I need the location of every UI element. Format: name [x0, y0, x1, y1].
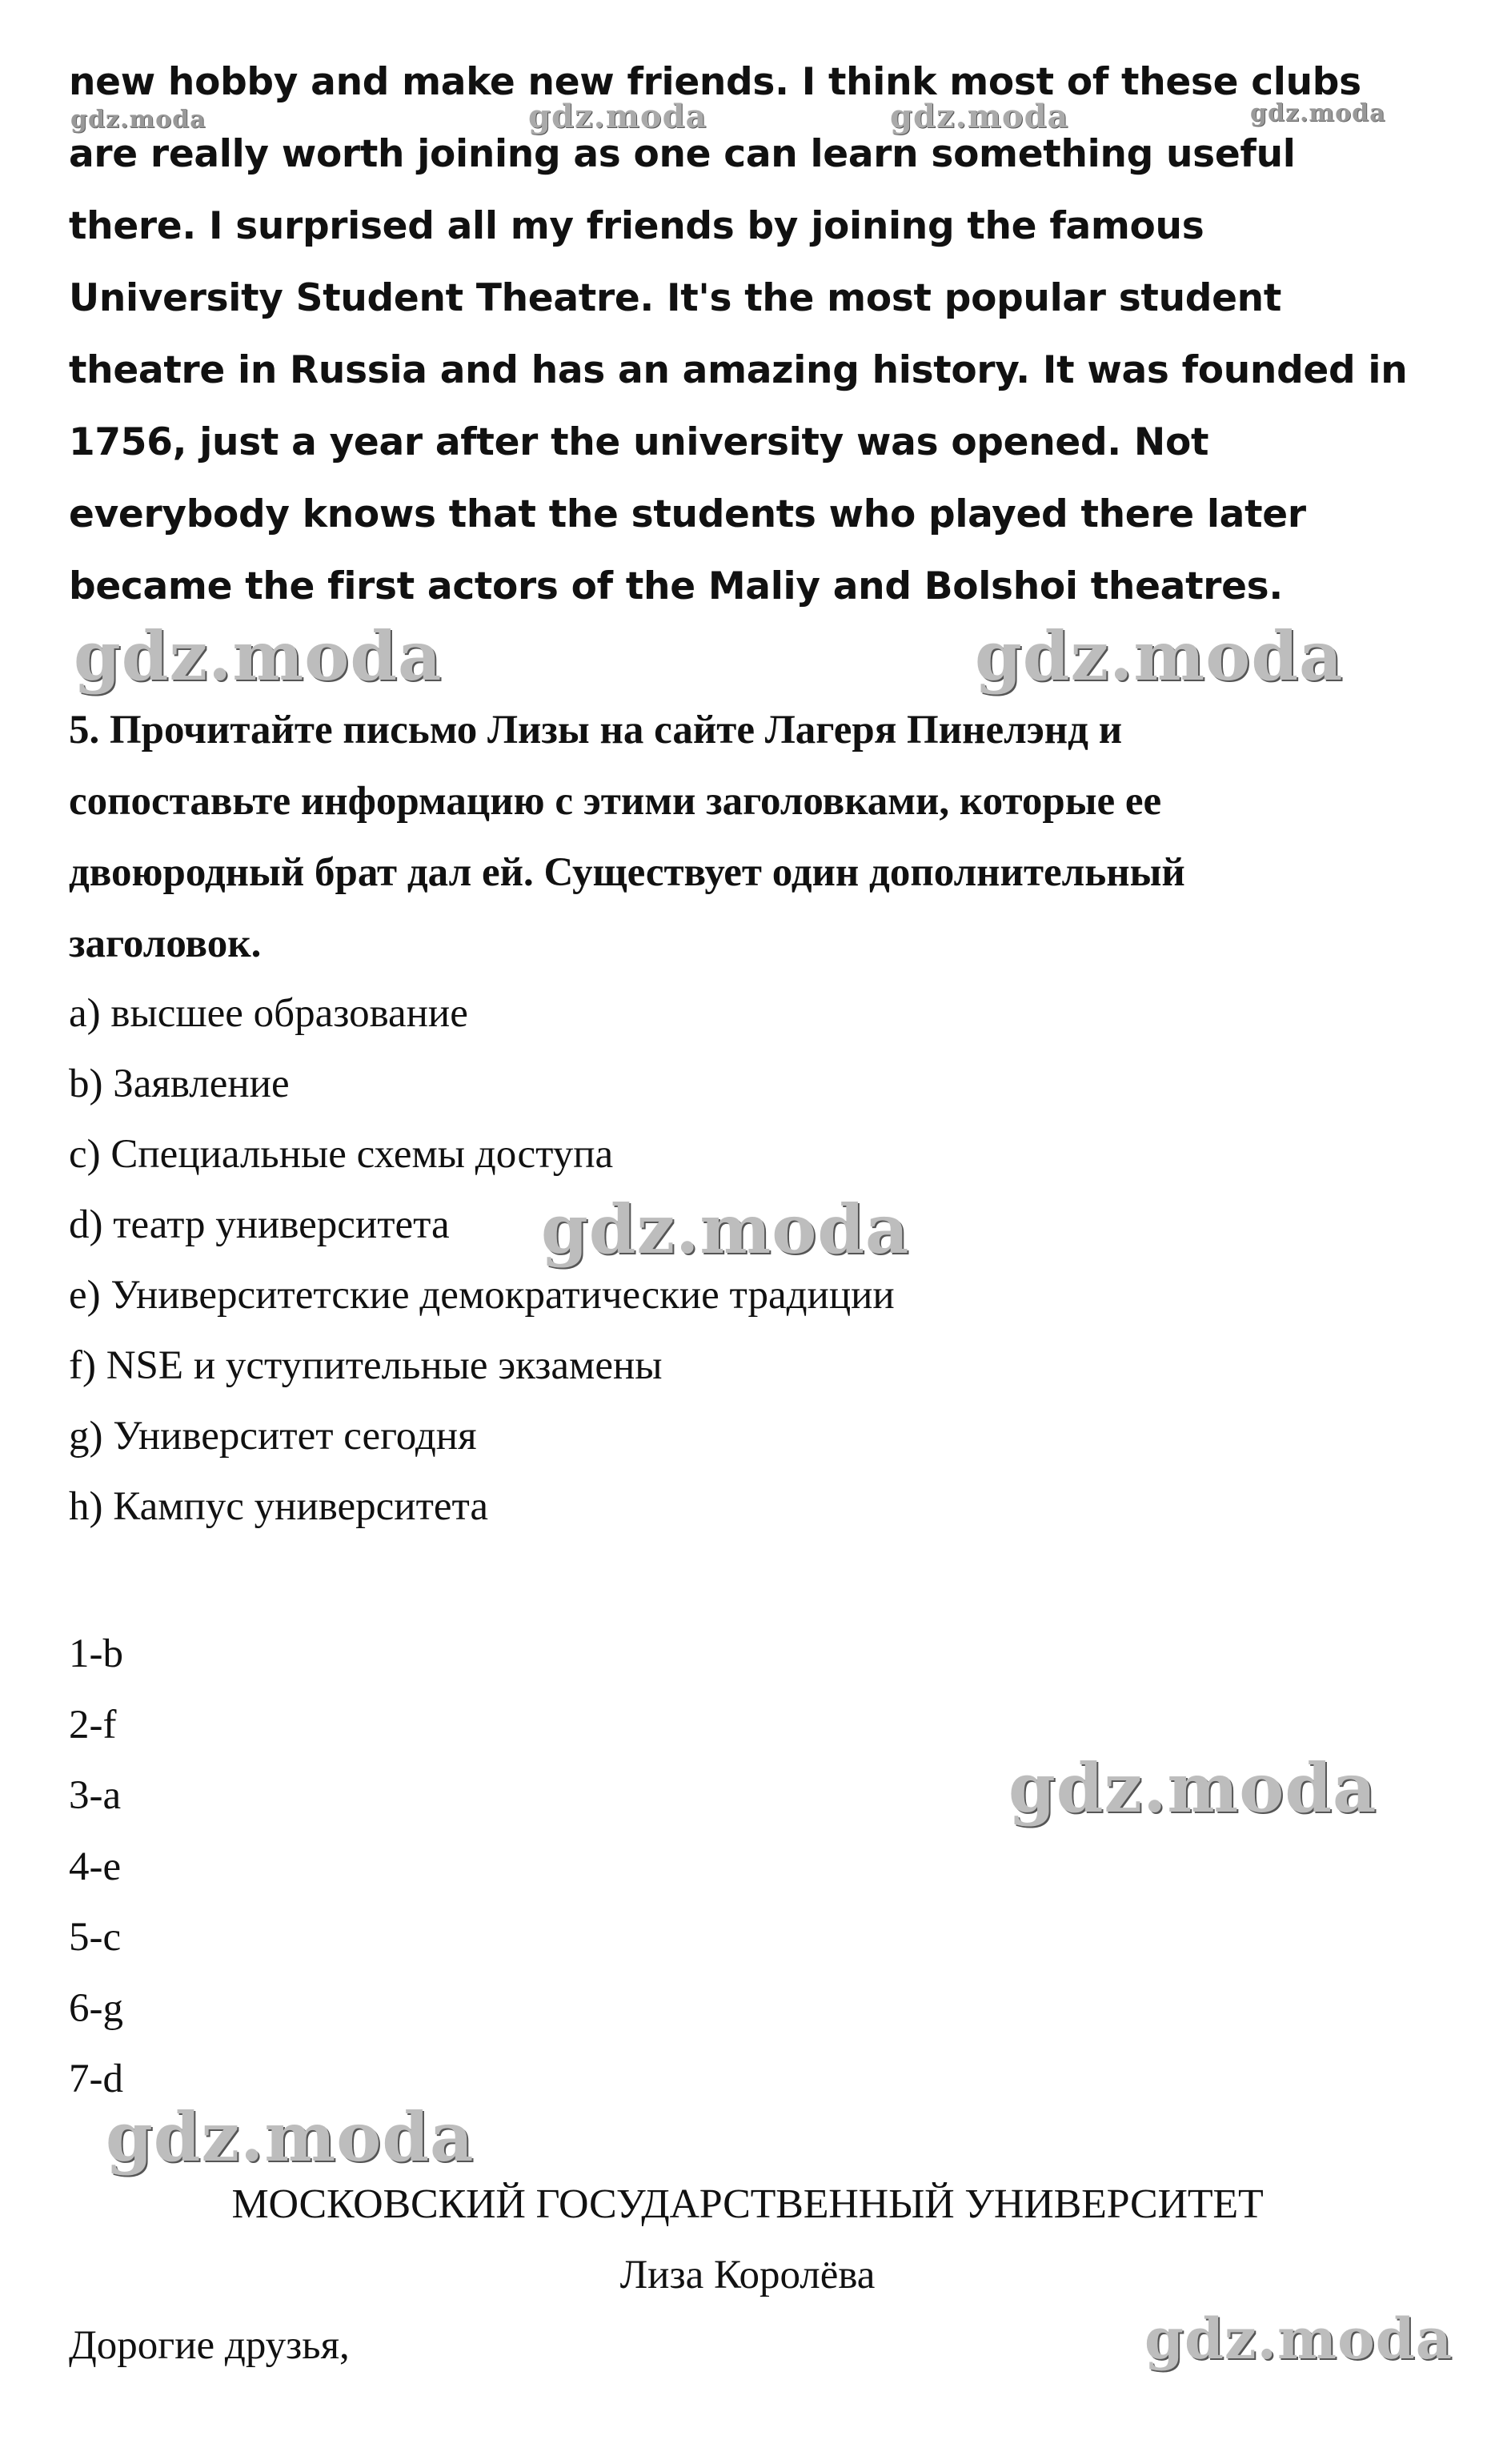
heading-item: b) Заявление	[69, 1061, 290, 1106]
watermark-logo: gdz.moda	[74, 616, 443, 696]
heading-item: g) Университет сегодня	[69, 1414, 477, 1459]
heading-item: a) высшее образование	[69, 991, 468, 1036]
watermark-logo: gdz.moda	[1144, 2305, 1453, 2372]
heading-item: e) Университетские демократические традиции	[69, 1273, 895, 1318]
watermark-logo: gdz.moda	[541, 1190, 910, 1269]
watermark-logo: gdz.moda	[1250, 99, 1386, 127]
heading-item: f) NSE и уступительные экзамены	[69, 1343, 663, 1388]
watermark-logo: gdz.moda	[106, 2097, 475, 2177]
english-text-block	[69, 46, 1477, 623]
text-line: University Student Theatre. It's the most popular student	[69, 276, 1281, 320]
answer-item: 2-f	[69, 1702, 117, 1748]
answer-item: 5-c	[69, 1915, 122, 1960]
task-line: двоюродный брат дал ей. Существует один дополнительный	[69, 850, 1185, 895]
heading-item: c) Специальные схемы доступа	[69, 1132, 614, 1177]
answer-item: 3-a	[69, 1773, 122, 1818]
heading-item: h) Кампус университета	[69, 1484, 489, 1529]
text-line: there. I surprised all my friends by joining the famous	[69, 204, 1204, 248]
watermark-logo: gdz.moda	[975, 616, 1344, 696]
answer-item: 4-e	[69, 1844, 122, 1889]
task-line: 5. Прочитайте письмо Лизы на сайте Лагеря Пинелэнд и	[69, 708, 1123, 752]
text-line: new hobby and make new friends. I think most of these clubs	[69, 60, 1361, 104]
text-line: became the first actors of the Maliy and Bolshoi theatres.	[69, 564, 1283, 608]
heading-item: d) театр университета	[69, 1202, 450, 1247]
answers-list	[69, 1619, 123, 2115]
watermark-logo: gdz.moda	[890, 98, 1069, 135]
letter-greeting: Дорогие друзья,	[69, 2323, 350, 2368]
watermark-logo: gdz.moda	[70, 106, 206, 134]
answer-item: 6-g	[69, 1985, 123, 2031]
task-line: сопоставьте информацию с этими заголовками, которые ее	[69, 779, 1162, 824]
answer-item: 7-d	[69, 2057, 123, 2101]
text-line: theatre in Russia and has an amazing history. It was founded in	[69, 348, 1408, 392]
task-instruction	[69, 695, 1477, 980]
text-line: are really worth joining as one can learn something useful	[69, 132, 1296, 176]
letter-author: Лиза Королёва	[619, 2253, 876, 2297]
answer-item: 1-b	[69, 1631, 123, 1676]
task-line: заголовок.	[69, 921, 262, 966]
headings-list	[69, 978, 895, 1542]
watermark-logo: gdz.moda	[528, 98, 707, 135]
text-line: everybody knows that the students who played there later	[69, 492, 1306, 536]
watermark-logo: gdz.moda	[1008, 1748, 1377, 1828]
letter-university-title: МОСКОВСКИЙ ГОСУДАРСТВЕННЫЙ УНИВЕРСИТЕТ	[231, 2181, 1264, 2227]
text-line: 1756, just a year after the university was opened. Not	[69, 420, 1209, 464]
